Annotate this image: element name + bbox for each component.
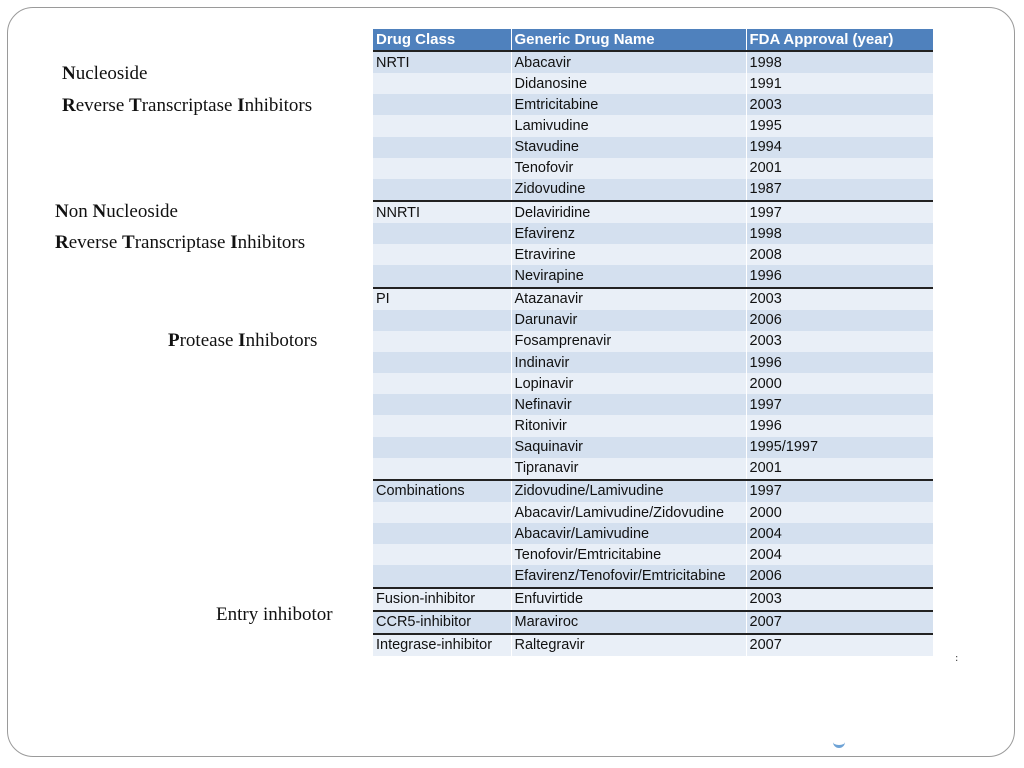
approval-year-cell: 1987 <box>746 179 933 201</box>
approval-year-cell: 1995 <box>746 115 933 136</box>
pi-label: Protease Inhibotors <box>168 330 318 351</box>
approval-year-cell: 1997 <box>746 201 933 223</box>
drug-class-cell <box>373 394 511 415</box>
approval-year-cell: 2006 <box>746 310 933 331</box>
drug-class-cell <box>373 94 511 115</box>
table-row <box>373 480 933 502</box>
approval-year-cell: 1998 <box>746 223 933 244</box>
table-row <box>373 223 933 244</box>
drug-name-cell: Tenofovir/Emtricitabine <box>511 544 746 565</box>
approval-year-cell: 2004 <box>746 523 933 544</box>
table-row <box>373 352 933 373</box>
approval-year-cell: 2001 <box>746 458 933 480</box>
table-row <box>373 115 933 136</box>
approval-year-cell: 2007 <box>746 634 933 656</box>
table-row <box>373 310 933 331</box>
approval-year-cell: 2000 <box>746 373 933 394</box>
drug-table <box>373 29 933 656</box>
drug-class-cell: Fusion-inhibitor <box>373 588 511 611</box>
table-row <box>373 544 933 565</box>
drug-name-cell: Zidovudine/Lamivudine <box>511 480 746 502</box>
approval-year-cell: 1996 <box>746 352 933 373</box>
approval-year-cell: 1998 <box>746 51 933 73</box>
approval-year-cell: 1997 <box>746 480 933 502</box>
approval-year-cell: 1994 <box>746 137 933 158</box>
drug-name-cell: Emtricitabine <box>511 94 746 115</box>
table-row <box>373 588 933 611</box>
drug-class-cell <box>373 73 511 94</box>
drug-class-cell <box>373 158 511 179</box>
nnrti-label-line2: Reverse Transcriptase Inhibitors <box>55 232 306 253</box>
drug-name-cell: Enfuvirtide <box>511 588 746 611</box>
table-row <box>373 458 933 480</box>
drug-class-cell <box>373 458 511 480</box>
drug-name-cell: Maraviroc <box>511 611 746 634</box>
drug-class-cell <box>373 115 511 136</box>
approval-year-cell: 1996 <box>746 415 933 436</box>
drug-name-cell: Atazanavir <box>511 288 746 310</box>
drug-class-cell <box>373 137 511 158</box>
drug-name-cell: Saquinavir <box>511 437 746 458</box>
approval-year-cell: 2003 <box>746 288 933 310</box>
table-row <box>373 565 933 587</box>
drug-class-cell <box>373 310 511 331</box>
approval-year-cell: 2006 <box>746 565 933 587</box>
drug-name-cell: Zidovudine <box>511 179 746 201</box>
approval-year-cell: 1995/1997 <box>746 437 933 458</box>
table-row <box>373 94 933 115</box>
footnote-mark: : <box>955 653 959 664</box>
drug-class-cell <box>373 415 511 436</box>
drug-name-cell: Ritonivir <box>511 415 746 436</box>
drug-class-cell: PI <box>373 288 511 310</box>
drug-class-cell <box>373 437 511 458</box>
drug-name-cell: Tipranavir <box>511 458 746 480</box>
approval-year-cell: 2004 <box>746 544 933 565</box>
approval-year-cell: 1996 <box>746 265 933 287</box>
table-row <box>373 179 933 201</box>
table-row <box>373 394 933 415</box>
table-row <box>373 201 933 223</box>
drug-table-body <box>373 51 933 656</box>
drug-name-cell: Efavirenz <box>511 223 746 244</box>
drug-name-cell: Didanosine <box>511 73 746 94</box>
approval-year-cell: 1991 <box>746 73 933 94</box>
drug-name-cell: Abacavir/Lamivudine <box>511 523 746 544</box>
drug-class-cell: NRTI <box>373 51 511 73</box>
approval-year-cell: 2003 <box>746 588 933 611</box>
drug-class-cell <box>373 352 511 373</box>
approval-year-cell: 2001 <box>746 158 933 179</box>
table-row <box>373 373 933 394</box>
header-generic-drug-name: Generic Drug Name <box>511 29 746 51</box>
drug-name-cell: Lopinavir <box>511 373 746 394</box>
drug-class-cell <box>373 544 511 565</box>
drug-class-cell <box>373 502 511 523</box>
nrti-label-line1: Nucleoside <box>62 63 148 84</box>
approval-year-cell: 2003 <box>746 94 933 115</box>
drug-class-cell <box>373 565 511 587</box>
drug-class-cell: CCR5-inhibitor <box>373 611 511 634</box>
drug-class-cell <box>373 373 511 394</box>
approval-year-cell: 2000 <box>746 502 933 523</box>
table-row <box>373 265 933 287</box>
drug-class-cell <box>373 523 511 544</box>
drug-name-cell: Etravirine <box>511 244 746 265</box>
drug-class-cell: NNRTI <box>373 201 511 223</box>
approval-year-cell: 2008 <box>746 244 933 265</box>
drug-name-cell: Abacavir <box>511 51 746 73</box>
table-row <box>373 611 933 634</box>
decorative-mark <box>833 735 845 748</box>
table-row <box>373 502 933 523</box>
approval-year-cell: 1997 <box>746 394 933 415</box>
drug-class-cell: Integrase-inhibitor <box>373 634 511 656</box>
drug-name-cell: Nevirapine <box>511 265 746 287</box>
table-header-row <box>373 29 933 51</box>
drug-name-cell: Stavudine <box>511 137 746 158</box>
table-row <box>373 244 933 265</box>
nrti-label-line2: Reverse Transcriptase Inhibitors <box>62 95 313 116</box>
drug-class-cell <box>373 223 511 244</box>
drug-name-cell: Lamivudine <box>511 115 746 136</box>
drug-name-cell: Indinavir <box>511 352 746 373</box>
drug-name-cell: Delaviridine <box>511 201 746 223</box>
drug-class-cell <box>373 331 511 352</box>
drug-name-cell: Tenofovir <box>511 158 746 179</box>
drug-name-cell: Efavirenz/Tenofovir/Emtricitabine <box>511 565 746 587</box>
drug-name-cell: Fosamprenavir <box>511 331 746 352</box>
drug-name-cell: Darunavir <box>511 310 746 331</box>
drug-name-cell: Abacavir/Lamivudine/Zidovudine <box>511 502 746 523</box>
drug-name-cell: Nefinavir <box>511 394 746 415</box>
drug-class-cell <box>373 265 511 287</box>
table-row <box>373 158 933 179</box>
header-drug-class: Drug Class <box>373 29 511 51</box>
drug-class-cell: Combinations <box>373 480 511 502</box>
drug-class-cell <box>373 179 511 201</box>
table-row <box>373 634 933 656</box>
table-row <box>373 73 933 94</box>
table-row <box>373 437 933 458</box>
table-row <box>373 51 933 73</box>
drug-name-cell: Raltegravir <box>511 634 746 656</box>
table-row <box>373 523 933 544</box>
entry-inhibitor-label: Entry inhibotor <box>216 604 333 625</box>
table-row <box>373 137 933 158</box>
drug-class-cell <box>373 244 511 265</box>
table-row <box>373 331 933 352</box>
table-row <box>373 415 933 436</box>
approval-year-cell: 2007 <box>746 611 933 634</box>
nnrti-label-line1: Non Nucleoside <box>55 201 178 222</box>
table-row <box>373 288 933 310</box>
header-fda-approval-year: FDA Approval (year) <box>746 29 933 51</box>
approval-year-cell: 2003 <box>746 331 933 352</box>
